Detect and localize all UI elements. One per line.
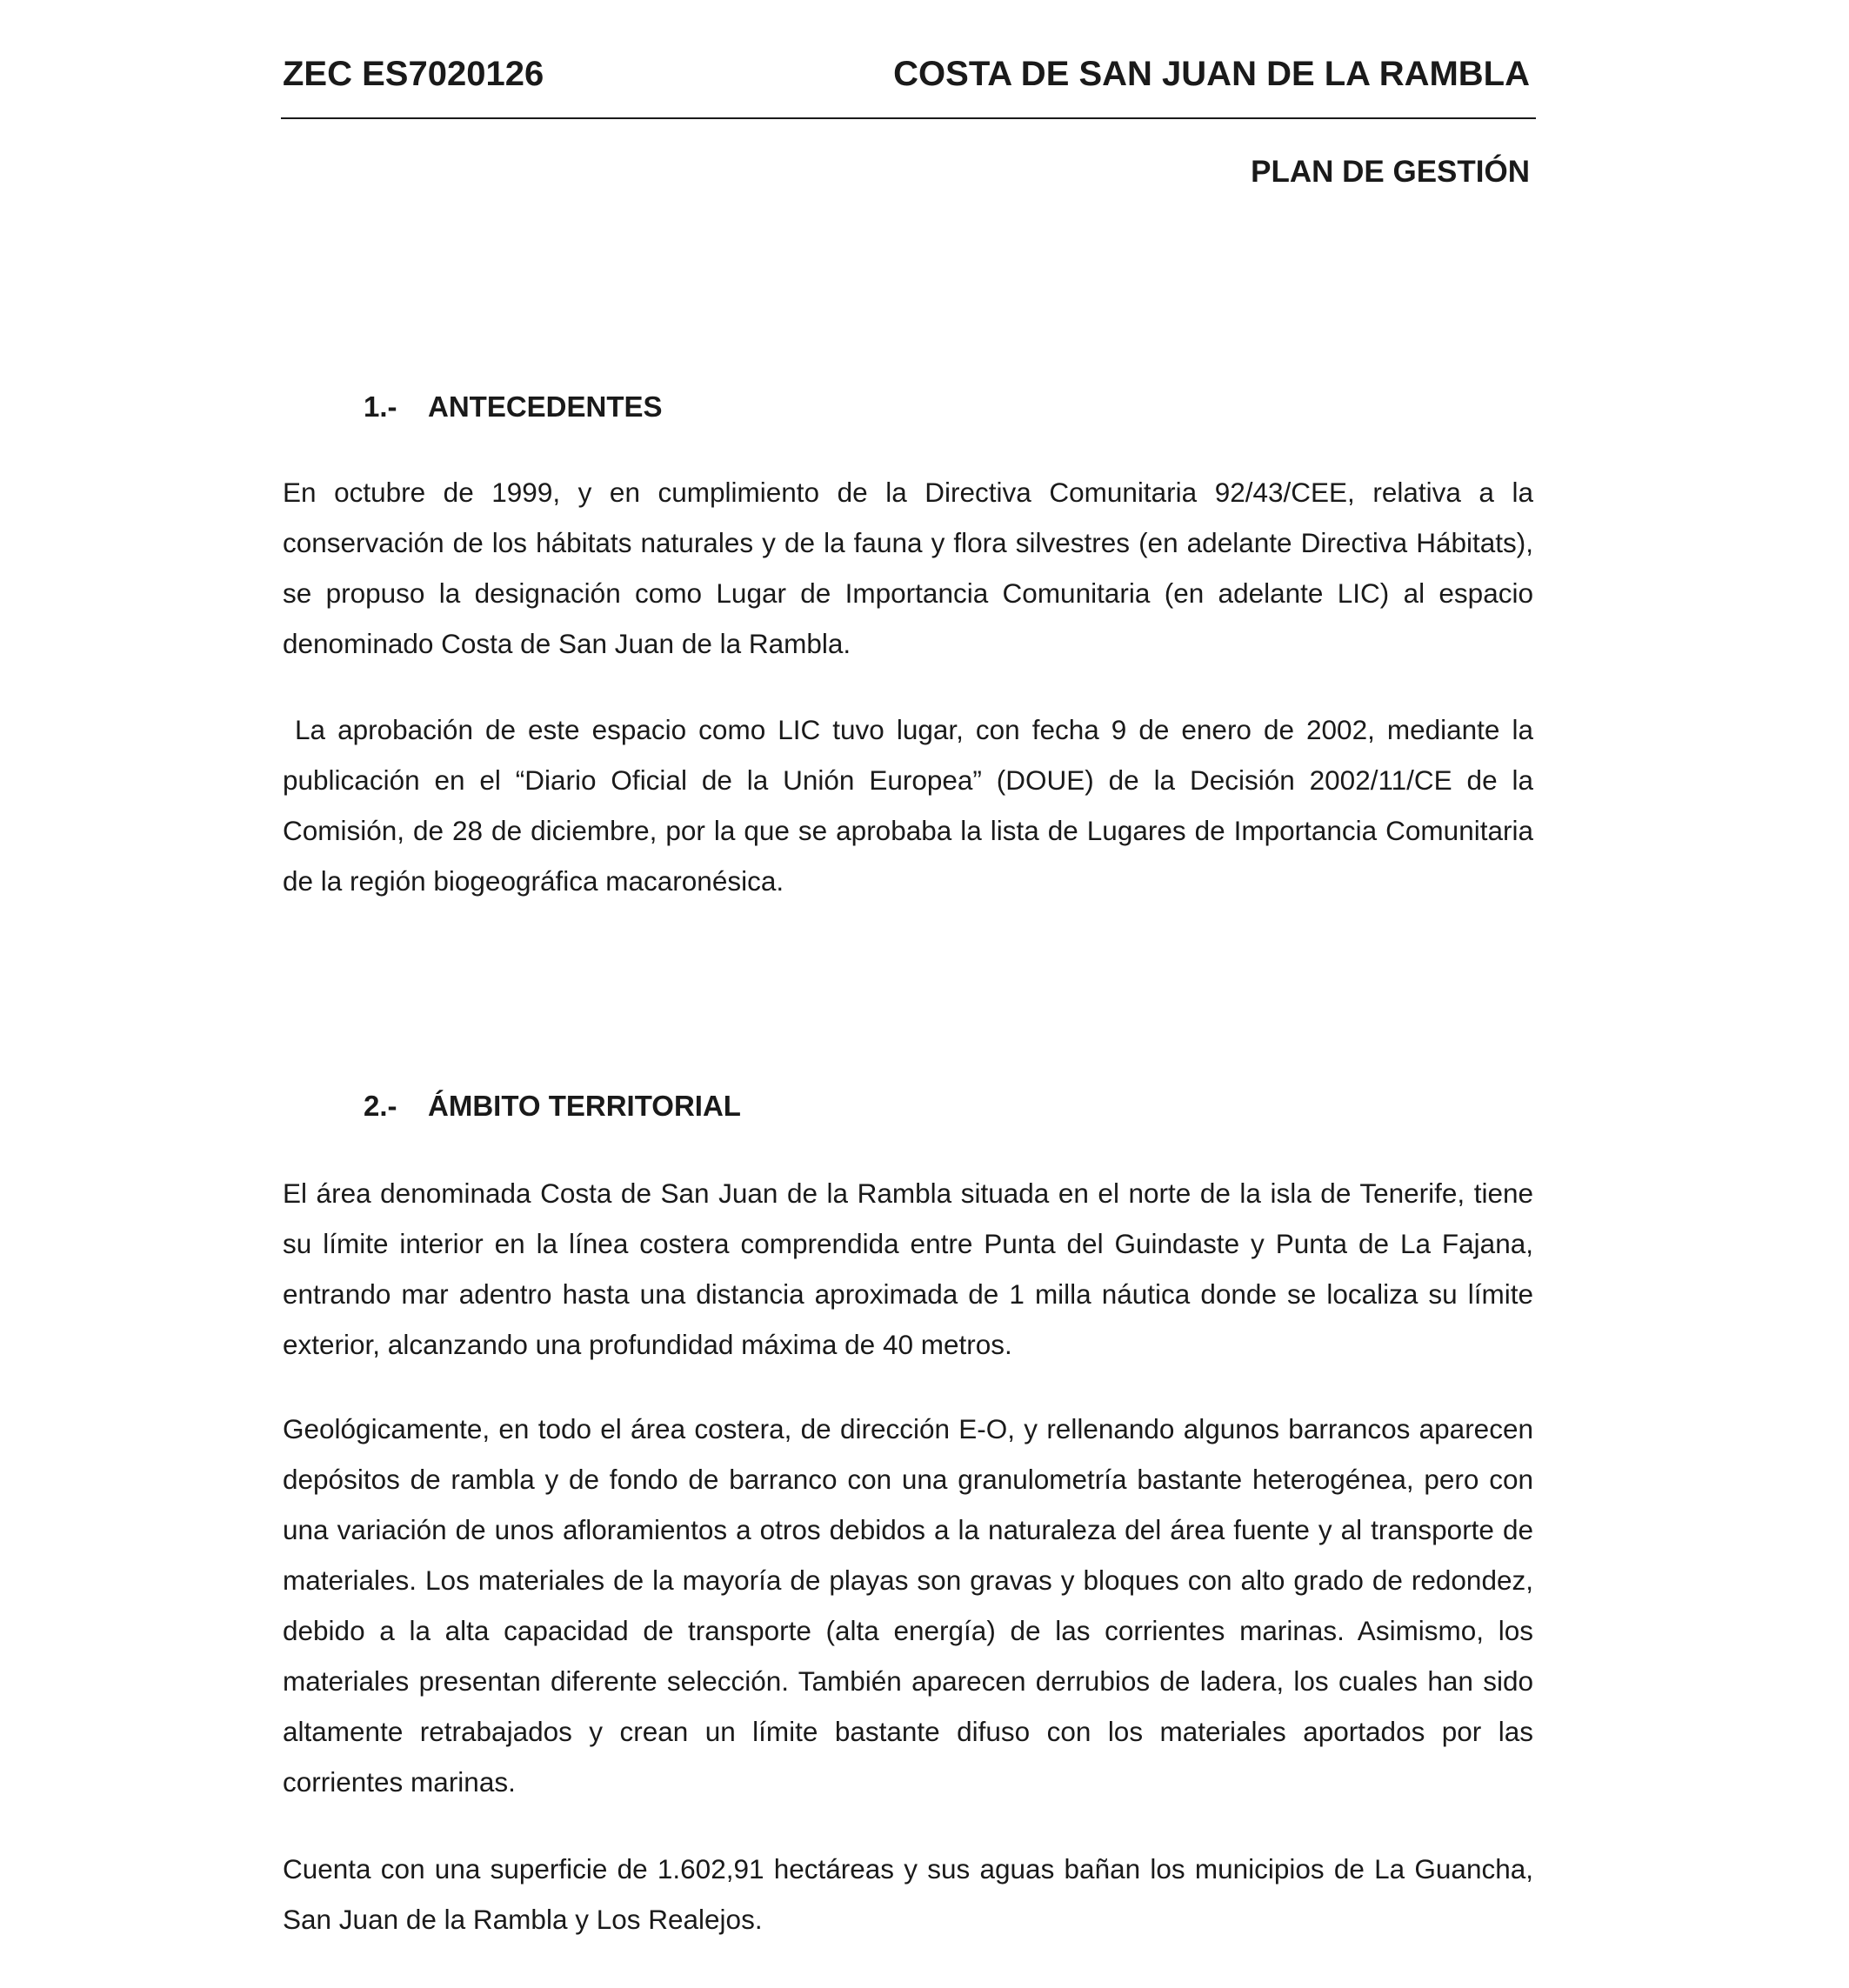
section-number: 2.- — [364, 1090, 397, 1122]
paragraph: El área denominada Costa de San Juan de la Rambla situada en el norte de la isla de Tenerife, tiene su límite interior en la línea costera comprendida entre Punta del Guindaste y Punta de La Fajana, entrando mar adentro hasta una distancia aproximada de 1 milla náutica donde se localiza su límite exterior, alcanzando una profundidad máxima de 40 metros. — [283, 1177, 1533, 1360]
document-page — [281, 0, 1541, 1988]
section-title: ANTECEDENTES — [428, 390, 663, 423]
section-title: ÁMBITO TERRITORIAL — [428, 1090, 741, 1122]
section-number: 1.- — [364, 390, 397, 423]
header-site-code: ZEC ES7020126 — [283, 55, 544, 93]
page-header — [281, 50, 1533, 97]
section-heading-antecedentes — [364, 388, 663, 426]
paragraph: La aprobación de este espacio como LIC tuvo lugar, con fecha 9 de enero de 2002, mediante la publicación en el “Diario Oficial de la Unión Europea” (DOUE) de la Decisión 2002/11/CE de la Comisión, de 28 de diciembre, por la que se aprobaba la lista de Lugares de Importancia Comunitaria de la región biogeográfica macaronésica. — [283, 714, 1541, 897]
section-heading-ambito-territorial — [364, 1087, 741, 1125]
paragraph: Cuenta con una superficie de 1.602,91 hectáreas y sus aguas bañan los municipios de La Guancha, San Juan de la Rambla y Los Realejos. — [283, 1853, 1533, 1935]
header-site-name: COSTA DE SAN JUAN DE LA RAMBLA — [893, 55, 1530, 93]
document-subtitle: PLAN DE GESTIÓN — [1251, 155, 1530, 189]
header-divider — [281, 117, 1536, 119]
paragraph: Geológicamente, en todo el área costera, de dirección E-O, y rellenando algunos barrancos aparecen depósitos de rambla y de fondo de barranco con una granulometría bastante heterogénea, pero con una variación de unos afloramientos a otros debidos a la naturaleza del área fuente y al transporte de materiales. Los materiales de la mayoría de playas son gravas y bloques con alto grado de redondez, debido a la alta capacidad de transporte (alta energía) de las corrientes marinas. Asimismo, los materiales presentan diferente selección. También aparecen derrubios de ladera, los cuales han sido altamente retrabajados y crean un límite bastante difuso con los materiales aportados por las corrientes marinas. — [283, 1413, 1533, 1798]
paragraph: En octubre de 1999, y en cumplimiento de la Directiva Comunitaria 92/43/CEE, relativa a la conservación de los hábitats naturales y de la fauna y flora silvestres (en adelante Directiva Hábitats), se propuso la designación como Lugar de Importancia Comunitaria (en adelante LIC) al espacio denominado Costa de San Juan de la Rambla. — [283, 477, 1533, 659]
